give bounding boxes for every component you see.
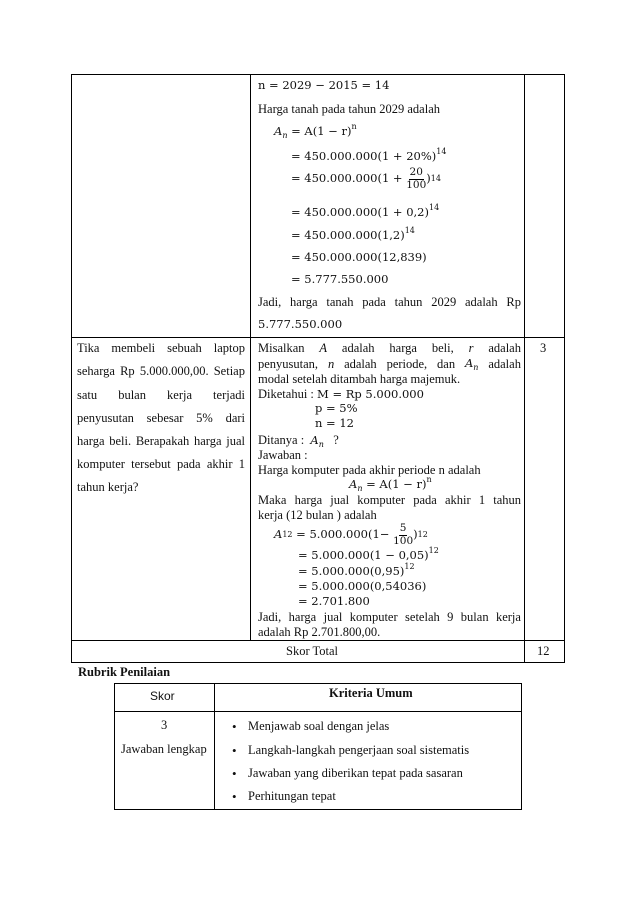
rubric-header-divider <box>114 711 522 712</box>
answer-2-line-1: Misalkan A adalah harga beli, r adalah <box>258 341 521 355</box>
rubric-right-border <box>521 683 522 810</box>
asked-line: Ditanya : $A_n$ ? <box>258 433 339 449</box>
sell-line-2: kerja (12 bulan ) adalah <box>258 508 377 522</box>
table-left-border <box>71 74 72 662</box>
table-row-divider <box>71 337 565 338</box>
step-6: = 5.777.550.000 <box>291 272 389 286</box>
table-total-row-top <box>71 640 565 641</box>
calc-3: = $5.000.000(0,95)^{12}$ <box>298 562 415 578</box>
n-calculation: n = 2029 − 2015 = 14 <box>258 78 390 92</box>
final-line-2: adalah Rp 2.701.800,00. <box>258 625 381 639</box>
answer-1-conclusion: Jadi, harga tanah pada tahun 2029 adalah Rp <box>258 295 521 309</box>
rubric-col-divider <box>214 683 215 810</box>
total-label: Skor Total <box>286 644 339 658</box>
calc-5: = 2.701.800 <box>298 594 370 608</box>
question-line: penyusutan sebesar 5% dari <box>77 411 245 425</box>
criteria-item: • Langkah-langkah pengerjaan soal sistematis <box>248 743 469 758</box>
criteria-item: • Jawaban yang diberikan tepat pada sasaran <box>248 766 463 781</box>
question-line: satu bulan kerja terjadi <box>77 388 245 402</box>
step-1: = $450.000.000(1 + 20\%)^{14}$ <box>291 147 447 163</box>
answer-1-value: 5.777.550.000 <box>258 317 343 331</box>
score-cell: 3 <box>540 341 547 355</box>
rubric-left-border <box>114 683 115 810</box>
sell-line: Maka harga jual komputer pada akhir 1 tahun <box>258 493 521 507</box>
step-4: = $450.000.000(1,2)^{14}$ <box>291 226 415 242</box>
step-5: = 450.000.000(12,839) <box>291 250 427 264</box>
table-bottom-border <box>71 662 565 663</box>
question-line: Tika membeli sebuah laptop <box>77 341 245 355</box>
rubric-score: 3 <box>161 718 168 732</box>
rubric-top-border <box>114 683 522 684</box>
question-line: harga beli. Berapakah harga jual <box>77 434 245 448</box>
final-line: Jadi, harga jual komputer setelah 9 bulan kerja <box>258 610 521 624</box>
rubric-bottom-border <box>114 809 522 810</box>
calc-2: = $5.000.000(1 - 0,05)^{12}$ <box>298 546 439 562</box>
answer-2-line-3: modal setelah ditambah harga majemuk. <box>258 372 461 386</box>
rubric-header-kriteria: Kriteria Umum <box>329 686 413 700</box>
calc-4: = 5.000.000(0,54036) <box>298 579 427 593</box>
step-2: = 450.000.000(1 + $\frac{20}{100}$ ) 14 <box>291 166 441 191</box>
rubric-score-label: Jawaban lengkap <box>121 742 207 756</box>
question-line: seharga Rp 5.000.000,00. Setiap <box>77 364 245 378</box>
table-right-border <box>564 74 565 662</box>
question-line: komputer tersebut pada akhir 1 <box>77 457 245 471</box>
price-formula: $A_n = A(1 - r)^n$ <box>349 475 432 493</box>
total-value: 12 <box>537 644 550 658</box>
table-col-divider-2 <box>524 74 525 662</box>
answer-2-line-2: penyusutan, n adalah periode, dan $A_n$ adalah <box>258 356 521 372</box>
price-intro: Harga komputer pada akhir periode n adalah <box>258 463 481 477</box>
answer-label: Jawaban : <box>258 448 308 462</box>
formula-line: $A_n = A(1 - r)^n$ <box>274 122 357 140</box>
criteria-item: • Menjawab soal dengan jelas <box>248 719 389 734</box>
known-n: n = 12 <box>315 416 354 430</box>
rubric-title: Rubrik Penilaian <box>78 665 171 679</box>
answer-1-intro: Harga tanah pada tahun 2029 adalah <box>258 102 440 116</box>
calc-1: A 12 = 5.000.000(1− $\frac{5}{100}$ ) 12 <box>274 522 428 547</box>
table-top-border <box>71 74 565 75</box>
table-col-divider-1 <box>250 74 251 640</box>
known-m: Diketahui : M = Rp 5.000.000 <box>258 387 424 401</box>
rubric-header-skor: Skor <box>150 689 175 703</box>
known-p: p = 5% <box>315 401 358 415</box>
question-line: tahun kerja? <box>77 480 139 494</box>
step-3: = $450.000.000(1 + 0,2)^{14}$ <box>291 203 440 219</box>
criteria-item: • Perhitungan tepat <box>248 789 336 804</box>
